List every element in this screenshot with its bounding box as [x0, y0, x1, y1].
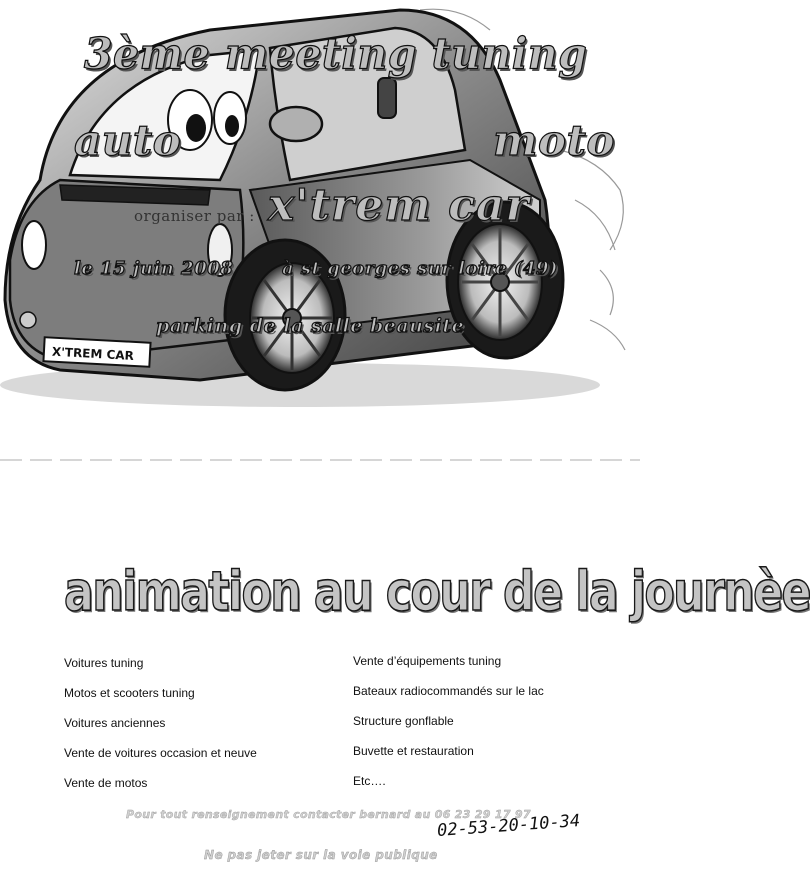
handwritten-phone-number: 02-53-20-10-34 [436, 811, 581, 841]
list-item: Bateaux radiocommandés sur le lac [353, 684, 544, 698]
litter-notice: Ne pas jeter sur la voie publique [204, 848, 438, 862]
list-item: Vente d’équipements tuning [353, 654, 502, 668]
list-item: Etc…. [353, 774, 386, 788]
list-item: Structure gonflable [353, 714, 454, 728]
event-title: 3ème meeting tuning [84, 28, 588, 80]
list-item: Voitures anciennes [64, 716, 166, 730]
list-item: Vente de motos [64, 776, 148, 790]
section-heading: animation au cour de la journèe [64, 560, 810, 623]
organised-by-label: organiser par : [134, 207, 255, 225]
list-item: Motos et scooters tuning [64, 686, 195, 700]
list-item: Buvette et restauration [353, 744, 474, 758]
list-item: Vente de voitures occasion et neuve [64, 746, 257, 760]
fold-line [0, 459, 640, 461]
list-item: Voitures tuning [64, 656, 144, 670]
contact-line: Pour tout renseignement contacter bernard au 06 23 29 17 97 [126, 808, 531, 821]
activities-left-list [64, 648, 257, 798]
category-auto: auto [74, 116, 182, 165]
license-plate-text: X'TREM CAR [51, 344, 135, 363]
event-venue: parking de la salle beausite [156, 315, 465, 337]
event-location: à st georges sur loire (49) [282, 258, 559, 279]
category-moto: moto [493, 116, 615, 165]
club-name: x'trem car [268, 180, 530, 231]
event-date: le 15 juin 2008 [74, 258, 234, 279]
activities-right-list [353, 646, 544, 796]
